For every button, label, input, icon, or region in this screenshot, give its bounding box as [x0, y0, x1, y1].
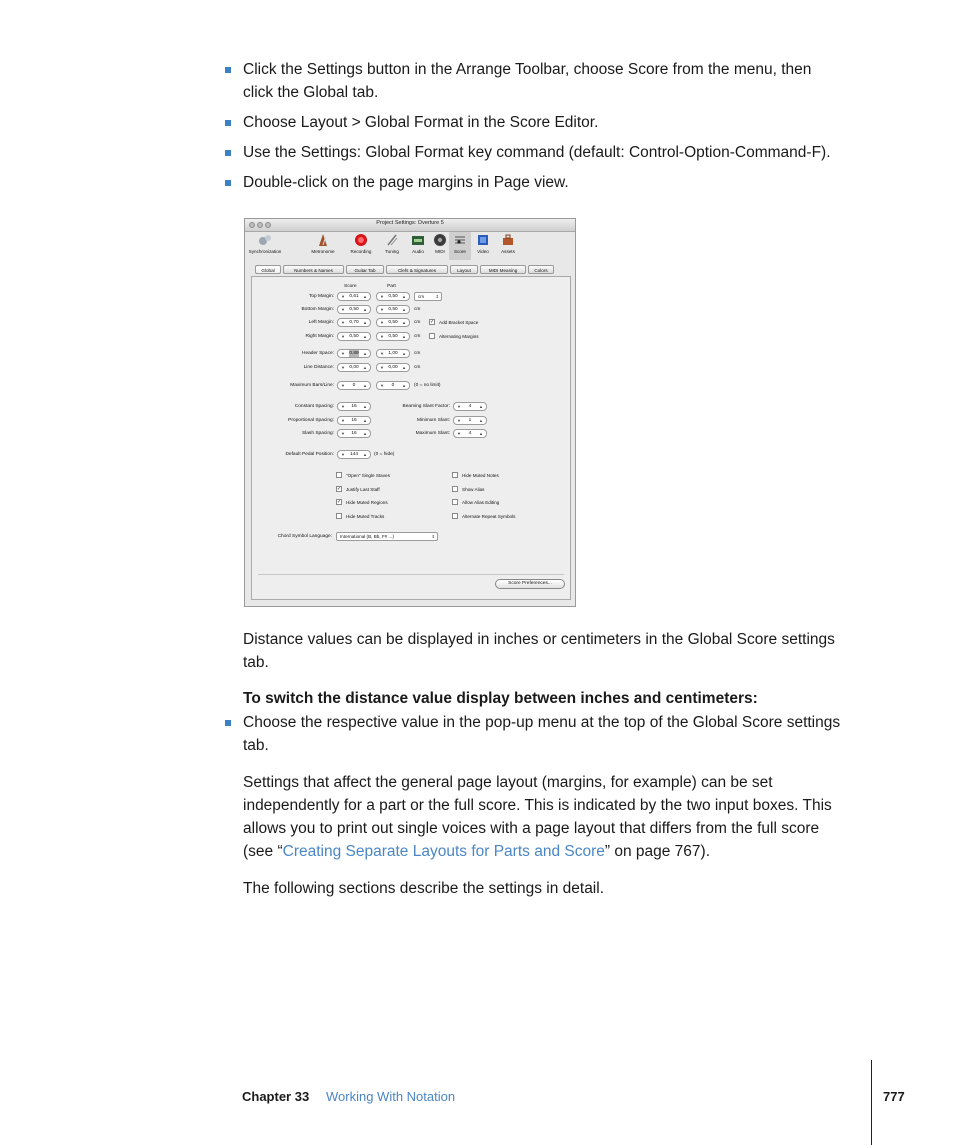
open-single-staves-checkbox[interactable]: [336, 472, 342, 478]
right-margin-part-stepper[interactable]: ▼ 0,50 ▲: [376, 332, 410, 341]
alternating-margins-label: Alternating Margins: [439, 334, 479, 339]
page-number: 777: [883, 1089, 905, 1104]
beaming-slant-label: Beaming Slant Factor:: [402, 404, 450, 409]
toolbar-label: Metronome: [311, 249, 335, 254]
project-settings-window: [244, 218, 576, 607]
left-margin-score-stepper[interactable]: ▼ 0,70 ▲: [337, 318, 371, 327]
checkbox-label: Allow Alias Editing: [462, 500, 500, 505]
score-preferences-button[interactable]: Score Preferences...: [495, 579, 565, 589]
max-bars-note: (0 = no limit): [414, 383, 441, 388]
sync-icon: [258, 233, 272, 247]
hide-muted-regions-checkbox[interactable]: ✓: [337, 499, 342, 505]
footer-divider: [871, 1060, 872, 1145]
bullet-text: Use the Settings: Global Format key command (default: Control-Option-Command-F).: [243, 144, 831, 161]
bullet-marker: [225, 720, 231, 726]
unit-popup[interactable]: cm ⇕: [414, 292, 442, 301]
section-heading: To switch the distance value display between inches and centimeters:: [243, 690, 758, 707]
toolbar-metronome[interactable]: [307, 233, 339, 254]
global-settings-panel: [251, 276, 571, 600]
record-icon: [354, 233, 368, 247]
pedal-position-label: Default Pedal Position:: [285, 452, 334, 457]
bottom-margin-part-stepper[interactable]: ▼ 0,50 ▲: [376, 305, 410, 314]
pedal-note: (0 = hide): [374, 452, 395, 457]
bullet-marker: [225, 120, 231, 126]
checkbox-label: Hide Muted Regions: [346, 500, 388, 505]
toolbar-label: Audio: [412, 249, 424, 254]
add-bracket-space-checkbox[interactable]: ✓: [430, 319, 435, 325]
tab-layout[interactable]: Layout: [450, 265, 478, 274]
top-margin-label: Top Margin:: [308, 294, 334, 299]
bullet-marker: [225, 150, 231, 156]
bottom-margin-label: Bottom Margin:: [301, 307, 334, 312]
unit-label: cm: [414, 351, 421, 356]
header-space-score-stepper[interactable]: ▼ 0,89 ▲: [337, 349, 371, 358]
bullet-text: Choose Layout > Global Format in the Score Editor.: [243, 114, 599, 131]
midi-icon: [433, 233, 447, 247]
toolbar-label: MIDI: [435, 249, 445, 254]
toolbar-recording[interactable]: [345, 233, 377, 254]
right-margin-label: Right Margin:: [305, 334, 334, 339]
show-alias-checkbox[interactable]: [452, 486, 458, 492]
bullet-text: Double-click on the page margins in Page view.: [243, 174, 569, 191]
tab-guitar-tab[interactable]: Guitar Tab: [346, 265, 384, 274]
bullet-text: Click the Settings button in the Arrange Toolbar, choose Score from the menu, then click the Global tab.: [243, 61, 812, 101]
tab-colors[interactable]: Colors: [528, 265, 554, 274]
toolbar-label: Recording: [350, 249, 372, 254]
line-distance-label: Line Distance:: [303, 365, 334, 370]
toolbar-synchronization[interactable]: [247, 233, 283, 254]
justify-last-staff-checkbox[interactable]: ✓: [337, 486, 342, 492]
slash-spacing-stepper[interactable]: ▼ 16 ▲: [337, 429, 371, 438]
checkbox-label: Hide Muted Notes: [462, 473, 499, 478]
toolbar-label: Video: [477, 249, 489, 254]
cross-reference-link[interactable]: Creating Separate Layouts for Parts and Score: [282, 843, 605, 860]
alternate-repeat-symbols-checkbox[interactable]: [452, 513, 458, 519]
toolbar-assets[interactable]: [492, 233, 524, 254]
top-margin-score-stepper[interactable]: ▼ 0,61 ▲: [337, 292, 371, 301]
toolbar-label: Score: [453, 249, 466, 254]
bottom-margin-score-stepper[interactable]: ▼ 0,50 ▲: [337, 305, 371, 314]
assets-icon: [501, 233, 515, 247]
paragraph: Distance values can be displayed in inches or centimeters in the Global Score settings tab.: [243, 631, 835, 671]
minimum-slant-stepper[interactable]: ▼ 1 ▲: [453, 416, 487, 425]
constant-spacing-label: Constant Spacing:: [294, 404, 334, 409]
alternating-margins-checkbox[interactable]: [429, 333, 435, 339]
bullet-marker: [225, 67, 231, 73]
unit-label: cm: [414, 334, 421, 339]
left-margin-label: Left Margin:: [308, 320, 334, 325]
tab-numbers-names[interactable]: Numbers & Names: [283, 265, 344, 274]
toolbar-label: Synchronization: [248, 249, 282, 254]
proportional-spacing-label: Proportional Spacing:: [288, 418, 334, 423]
header-space-part-stepper[interactable]: ▼ 1,00 ▲: [376, 349, 410, 358]
audio-icon: [411, 233, 425, 247]
score-column-header: Score: [344, 284, 357, 289]
unit-label: cm: [414, 307, 421, 312]
allow-alias-editing-checkbox[interactable]: [452, 499, 458, 505]
slash-spacing-label: Slash Spacing:: [302, 431, 334, 436]
window-title: Project Settings: Overture 5: [376, 220, 444, 226]
part-column-header: Part: [387, 284, 396, 289]
toolbar-label: Assets: [501, 249, 515, 254]
right-margin-score-stepper[interactable]: ▼ 0,50 ▲: [337, 332, 371, 341]
window-titlebar: [245, 219, 575, 232]
max-bars-part-stepper[interactable]: ▼ 0 ▲: [376, 381, 410, 390]
checkbox-label: Hide Muted Tracks: [346, 514, 385, 519]
header-space-label: Header Space:: [302, 351, 334, 356]
max-bars-score-stepper[interactable]: ▼ 0 ▲: [337, 381, 371, 390]
line-distance-part-stepper[interactable]: ▼ 0,00 ▲: [376, 363, 410, 372]
bullet-marker: [225, 180, 231, 186]
score-icon: [453, 233, 467, 247]
checkbox-label: Show Alias: [462, 487, 485, 492]
text-span: (see “: [243, 843, 283, 860]
top-margin-part-stepper[interactable]: ▼ 0,50 ▲: [376, 292, 410, 301]
footer-chapter: Chapter 33: [242, 1089, 310, 1104]
maximum-slant-label: Maximum Slant:: [415, 431, 450, 436]
tab-clefs-signatures[interactable]: Clefs & Signatures: [386, 265, 448, 274]
checkbox-label: "Open" Single Staves: [346, 473, 390, 478]
toolbar-label: Tuning: [385, 249, 399, 254]
line-distance-score-stepper[interactable]: ▼ 0,00 ▲: [337, 363, 371, 372]
paragraph: Settings that affect the general page layout (margins, for example) can be set independently for a part or the full score. This is indicated by the two input boxes. This allows you to print out single voices with a page layout that differs from the full score (see “Creating Separate Layouts for Parts and Score” on page 767).: [243, 774, 832, 860]
paragraph: The following sections describe the settings in detail.: [243, 880, 605, 897]
checkbox-label: Justify Last Staff: [346, 487, 380, 492]
add-bracket-space-label: Add Bracket Space: [439, 320, 479, 325]
pedal-position-stepper[interactable]: ▼ 144 ▲: [337, 450, 371, 459]
chord-language-popup[interactable]: International (B, Bb, F# ...) ⇕: [336, 532, 438, 541]
constant-spacing-stepper[interactable]: ▼ 16 ▲: [337, 402, 371, 411]
checkbox-label: Alternate Repeat Symbols: [462, 514, 516, 519]
left-margin-part-stepper[interactable]: ▼ 0,50 ▲: [376, 318, 410, 327]
bullet-text: Choose the respective value in the pop-up menu at the top of the Global Score settings tab.: [243, 714, 841, 754]
video-icon: [476, 233, 490, 247]
tab-global[interactable]: Global: [255, 265, 281, 274]
tab-midi-meaning[interactable]: MIDI Meaning: [480, 265, 526, 274]
minimum-slant-label: Minimum Slant:: [416, 418, 450, 423]
chord-language-label: Chord Symbol Language:: [277, 534, 332, 539]
hide-muted-tracks-checkbox[interactable]: [336, 513, 342, 519]
panel-separator: [258, 574, 564, 575]
unit-label: cm: [414, 365, 421, 370]
unit-label: cm: [414, 320, 421, 325]
maximum-slant-stepper[interactable]: ▼ 4 ▲: [453, 429, 487, 438]
proportional-spacing-stepper[interactable]: ▼ 16 ▲: [337, 416, 371, 425]
hide-muted-notes-checkbox[interactable]: [452, 472, 458, 478]
footer-chapter-title[interactable]: Working With Notation: [326, 1089, 456, 1104]
beaming-slant-stepper[interactable]: ▼ 4 ▲: [453, 402, 487, 411]
text-span: ” on page 767).: [604, 843, 711, 860]
tuning-fork-icon: [385, 233, 399, 247]
max-bars-label: Maximum Bars/Line:: [290, 383, 334, 388]
metronome-icon: [316, 233, 330, 247]
